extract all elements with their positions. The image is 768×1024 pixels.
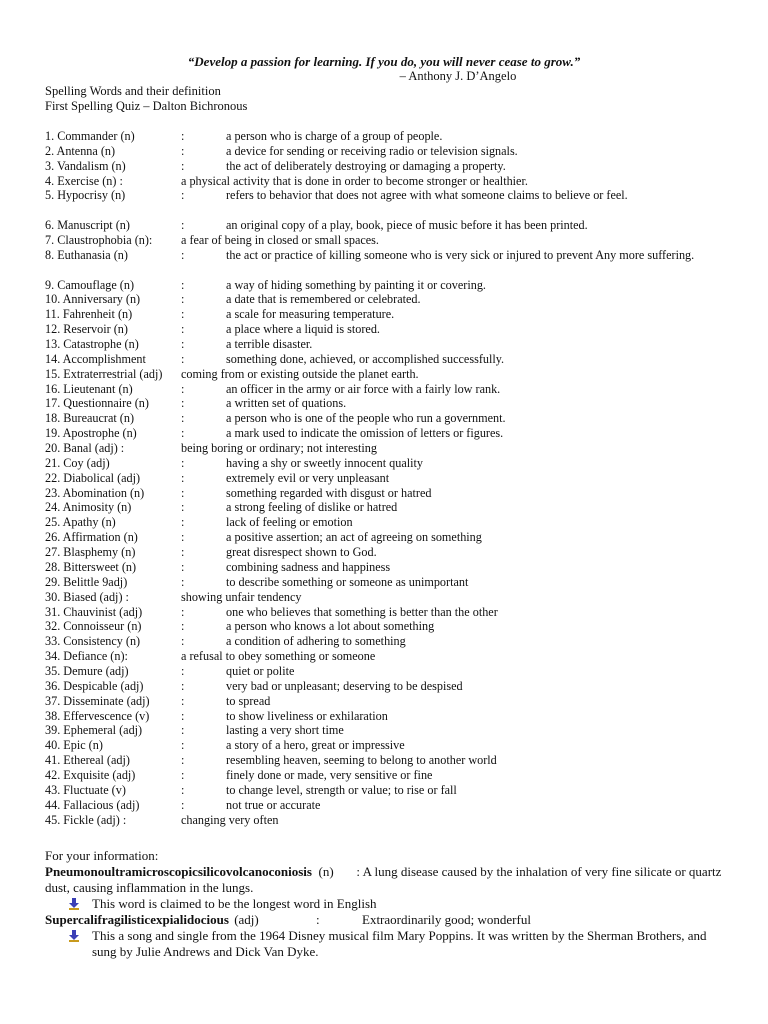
list-item <box>45 144 745 159</box>
word-definition: great disrespect shown to God. <box>226 545 377 560</box>
word-definition: a fear of being in closed or small spaces. <box>181 233 379 248</box>
long-word-entry <box>45 864 735 896</box>
word-term: 44. Fallacious (adj) <box>45 797 140 812</box>
list-item <box>45 486 745 501</box>
word-term: 37. Disseminate (adj) <box>45 693 150 708</box>
list-item <box>45 278 745 293</box>
list-item <box>45 813 745 828</box>
list-item <box>45 159 745 174</box>
word-term: 15. Extraterrestrial (adj) <box>45 366 163 381</box>
word-separator: : <box>181 351 185 366</box>
word-definition: extremely evil or very unpleasant <box>226 470 390 485</box>
long-word-term: Pneumonoultramicroscopicsilicovolcanoconiosis <box>45 864 312 879</box>
word-term: 18. Bureaucrat (n) <box>45 411 134 426</box>
word-definition: to describe something or someone as unimportant <box>226 574 469 589</box>
word-definition: changing very often <box>181 812 279 827</box>
list-item <box>45 396 745 411</box>
word-definition: a condition of adhering to something <box>226 634 406 649</box>
quiz-title: First Spelling Quiz – Dalton Bichronous <box>45 99 248 113</box>
word-term: 28. Bittersweet (n) <box>45 559 137 574</box>
word-term: 31. Chauvinist (adj) <box>45 604 143 619</box>
list-item <box>45 694 745 709</box>
list-item <box>45 798 745 813</box>
word-definition: a date that is remembered or celebrated. <box>226 292 421 307</box>
word-definition: a person who is charge of a group of people. <box>226 129 443 143</box>
word-term: 6. Manuscript (n) <box>45 218 130 233</box>
list-item <box>45 322 745 337</box>
word-term: 21. Coy (adj) <box>45 455 110 470</box>
quote-author: – Anthony J. D’Angelo <box>399 69 517 83</box>
super-word-term: Supercalifragilisticexpialidocious <box>45 912 229 927</box>
list-item <box>45 218 745 233</box>
word-definition: a person who knows a lot about something <box>226 619 435 634</box>
word-definition: not true or accurate <box>226 797 321 812</box>
word-definition: the act or practice of killing someone who is very sick or injured to prevent Any more suffering. <box>226 247 695 262</box>
long-word-note-text: This word is claimed to be the longest word in English <box>92 896 377 911</box>
word-term: 25. Apathy (n) <box>45 515 116 530</box>
list-item <box>45 188 745 218</box>
list-item <box>45 292 745 307</box>
list-item <box>45 471 745 486</box>
list-item <box>45 382 745 397</box>
list-item <box>45 248 745 278</box>
list-item <box>45 723 745 738</box>
super-word-definition: Extraordinarily good; wonderful <box>362 912 531 927</box>
word-term: 8. Euthanasia (n) <box>45 247 128 262</box>
word-separator: : <box>181 129 185 143</box>
word-term: 34. Defiance (n): <box>45 649 128 664</box>
word-term: 43. Fluctuate (v) <box>45 782 126 797</box>
word-definition: a positive assertion; an act of agreeing on something <box>226 530 482 545</box>
word-separator: : <box>181 292 185 307</box>
word-separator: : <box>181 634 185 649</box>
word-definition: finely done or made, very sensitive or fine <box>226 767 433 782</box>
word-definition: an officer in the army or air force with a fairly low rank. <box>226 381 501 396</box>
list-item <box>45 545 745 560</box>
word-term: 35. Demure (adj) <box>45 663 129 678</box>
list-item <box>45 679 745 694</box>
list-item <box>45 753 745 768</box>
word-term: 7. Claustrophobia (n): <box>45 233 153 248</box>
list-item <box>45 575 745 590</box>
word-term: 12. Reservoir (n) <box>45 322 128 337</box>
word-term: 40. Epic (n) <box>45 738 103 753</box>
word-separator: : <box>181 337 185 352</box>
word-term: 2. Antenna (n) <box>45 143 116 158</box>
word-separator: : <box>181 381 185 396</box>
word-definition: being boring or ordinary; not interesting <box>181 441 377 456</box>
word-separator: : <box>181 500 185 515</box>
word-definition: quiet or polite <box>226 663 295 678</box>
word-separator: : <box>181 143 185 158</box>
word-term: 32. Connoisseur (n) <box>45 619 142 634</box>
long-word-pos: (n) <box>318 864 334 879</box>
super-word-colon: : <box>316 912 320 927</box>
word-definition: to spread <box>226 693 271 708</box>
word-term: 45. Fickle (adj) : <box>45 812 127 827</box>
super-word-entry <box>45 912 531 928</box>
word-term: 26. Affirmation (n) <box>45 530 138 545</box>
list-item <box>45 367 745 382</box>
word-separator: : <box>181 574 185 589</box>
list-item <box>45 515 745 530</box>
word-separator: : <box>181 455 185 470</box>
word-separator: : <box>181 723 185 738</box>
word-term: 38. Effervescence (v) <box>45 708 150 723</box>
list-item <box>45 426 745 441</box>
word-definition: refers to behavior that does not agree with what someone claims to believe or feel. <box>226 188 628 203</box>
list-item <box>45 307 745 322</box>
word-separator: : <box>181 277 185 292</box>
word-separator: : <box>181 485 185 500</box>
list-item <box>45 709 745 724</box>
word-term: 24. Animosity (n) <box>45 500 132 515</box>
list-item <box>45 233 745 248</box>
word-separator: : <box>181 619 185 634</box>
word-definition: a refusal to obey something or someone <box>181 649 376 664</box>
list-item <box>45 738 745 753</box>
word-term: 39. Ephemeral (adj) <box>45 723 143 738</box>
list-item <box>45 649 745 664</box>
super-word-pos: (adj) <box>234 912 259 927</box>
document-heading: Spelling Words and their definition <box>45 84 221 98</box>
word-separator: : <box>181 158 185 173</box>
spelling-word-list <box>45 129 745 827</box>
word-term: 13. Catastrophe (n) <box>45 337 139 352</box>
word-separator: : <box>181 515 185 530</box>
word-definition: a terrible disaster. <box>226 337 313 352</box>
word-separator: : <box>181 188 185 203</box>
long-word-definition: A lung disease caused by the inhalation of very fine silicate or quartz dust, causing inflammation in the lungs. <box>45 864 722 895</box>
word-term: 23. Abomination (n) <box>45 485 145 500</box>
word-separator: : <box>181 426 185 441</box>
word-term: 36. Despicable (adj) <box>45 678 144 693</box>
word-definition: showing unfair tendency <box>181 589 302 604</box>
word-definition: lack of feeling or emotion <box>226 515 353 530</box>
list-item <box>45 560 745 575</box>
word-separator: : <box>181 322 185 337</box>
long-word-colon: : <box>356 864 361 879</box>
list-item <box>45 634 745 649</box>
word-separator: : <box>181 530 185 545</box>
word-separator: : <box>181 545 185 560</box>
list-item <box>45 768 745 783</box>
word-separator: : <box>181 708 185 723</box>
word-definition: resembling heaven, seeming to belong to another world <box>226 753 497 768</box>
word-definition: combining sadness and happiness <box>226 559 391 574</box>
word-term: 1. Commander (n) <box>45 129 135 143</box>
word-definition: a story of a hero, great or impressive <box>226 738 405 753</box>
word-term: 14. Accomplishment <box>45 351 146 366</box>
long-word-note <box>68 896 377 912</box>
word-term: 10. Anniversary (n) <box>45 292 141 307</box>
word-term: 29. Belittle 9adj) <box>45 574 128 589</box>
word-definition: a person who is one of the people who run a government. <box>226 411 506 426</box>
word-separator: : <box>181 559 185 574</box>
list-item <box>45 590 745 605</box>
word-term: 27. Blasphemy (n) <box>45 545 136 560</box>
word-separator: : <box>181 693 185 708</box>
word-definition: a mark used to indicate the omission of letters or figures. <box>226 426 504 441</box>
word-definition: a way of hiding something by painting it or covering. <box>226 277 486 292</box>
down-arrow-bullet-icon <box>68 896 82 912</box>
word-definition: a scale for measuring temperature. <box>226 307 395 322</box>
word-definition: a physical activity that is done in order to become stronger or healthier. <box>181 173 528 188</box>
word-term: 11. Fahrenheit (n) <box>45 307 133 322</box>
word-separator: : <box>181 247 185 262</box>
word-term: 30. Biased (adj) : <box>45 589 129 604</box>
word-definition: one who believes that something is better than the other <box>226 604 498 619</box>
word-term: 5. Hypocrisy (n) <box>45 188 126 203</box>
word-term: 3. Vandalism (n) <box>45 158 126 173</box>
word-separator: : <box>181 218 185 233</box>
word-separator: : <box>181 797 185 812</box>
super-word-note-text: This a song and single from the 1964 Disney musical film Mary Poppins. It was written by the Sherman Brothers, and sung by Julie Andrews and Dick Van Dyke. <box>92 928 707 959</box>
word-definition: something done, achieved, or accomplished successfully. <box>226 351 505 366</box>
word-separator: : <box>181 470 185 485</box>
word-separator: : <box>181 738 185 753</box>
word-separator: : <box>181 782 185 797</box>
list-item <box>45 441 745 456</box>
word-term: 9. Camouflage (n) <box>45 277 135 292</box>
word-definition: a written set of quations. <box>226 396 347 411</box>
word-definition: very bad or unpleasant; deserving to be despised <box>226 678 463 693</box>
word-term: 22. Diabolical (adj) <box>45 470 141 485</box>
word-definition: to show liveliness or exhilaration <box>226 708 388 723</box>
word-term: 16. Lieutenant (n) <box>45 381 133 396</box>
word-term: 17. Questionnaire (n) <box>45 396 149 411</box>
word-definition: having a shy or sweetly innocent quality <box>226 455 423 470</box>
list-item <box>45 129 745 144</box>
list-item <box>45 783 745 798</box>
word-term: 42. Exquisite (adj) <box>45 767 136 782</box>
word-definition: a place where a liquid is stored. <box>226 322 380 337</box>
word-term: 4. Exercise (n) : <box>45 173 123 188</box>
word-definition: something regarded with disgust or hatred <box>226 485 432 500</box>
list-item <box>45 530 745 545</box>
word-separator: : <box>181 767 185 782</box>
word-definition: to change level, strength or value; to rise or fall <box>226 782 457 797</box>
word-definition: lasting a very short time <box>226 723 344 738</box>
quote-text: “Develop a passion for learning. If you do, you will never cease to grow.” <box>187 54 581 69</box>
word-definition: an original copy of a play, book, piece of music before it has been printed. <box>226 218 588 233</box>
super-word-note <box>68 928 728 960</box>
list-item <box>45 605 745 620</box>
word-term: 19. Apostrophe (n) <box>45 426 137 441</box>
info-label: For your information: <box>45 848 159 863</box>
list-item <box>45 352 745 367</box>
down-arrow-bullet-icon <box>68 928 82 944</box>
word-separator: : <box>181 411 185 426</box>
word-separator: : <box>181 307 185 322</box>
list-item <box>45 619 745 634</box>
list-item <box>45 456 745 471</box>
list-item <box>45 337 745 352</box>
word-separator: : <box>181 604 185 619</box>
list-item <box>45 664 745 679</box>
word-separator: : <box>181 663 185 678</box>
word-separator: : <box>181 753 185 768</box>
word-definition: a strong feeling of dislike or hatred <box>226 500 398 515</box>
word-separator: : <box>181 678 185 693</box>
word-definition: the act of deliberately destroying or damaging a property. <box>226 158 506 173</box>
word-definition: a device for sending or receiving radio or television signals. <box>226 143 518 158</box>
list-item <box>45 174 745 189</box>
word-definition: coming from or existing outside the planet earth. <box>181 366 419 381</box>
list-item <box>45 500 745 515</box>
word-term: 41. Ethereal (adj) <box>45 753 130 768</box>
word-term: 20. Banal (adj) : <box>45 441 125 456</box>
list-item <box>45 411 745 426</box>
word-term: 33. Consistency (n) <box>45 634 141 649</box>
word-separator: : <box>181 396 185 411</box>
